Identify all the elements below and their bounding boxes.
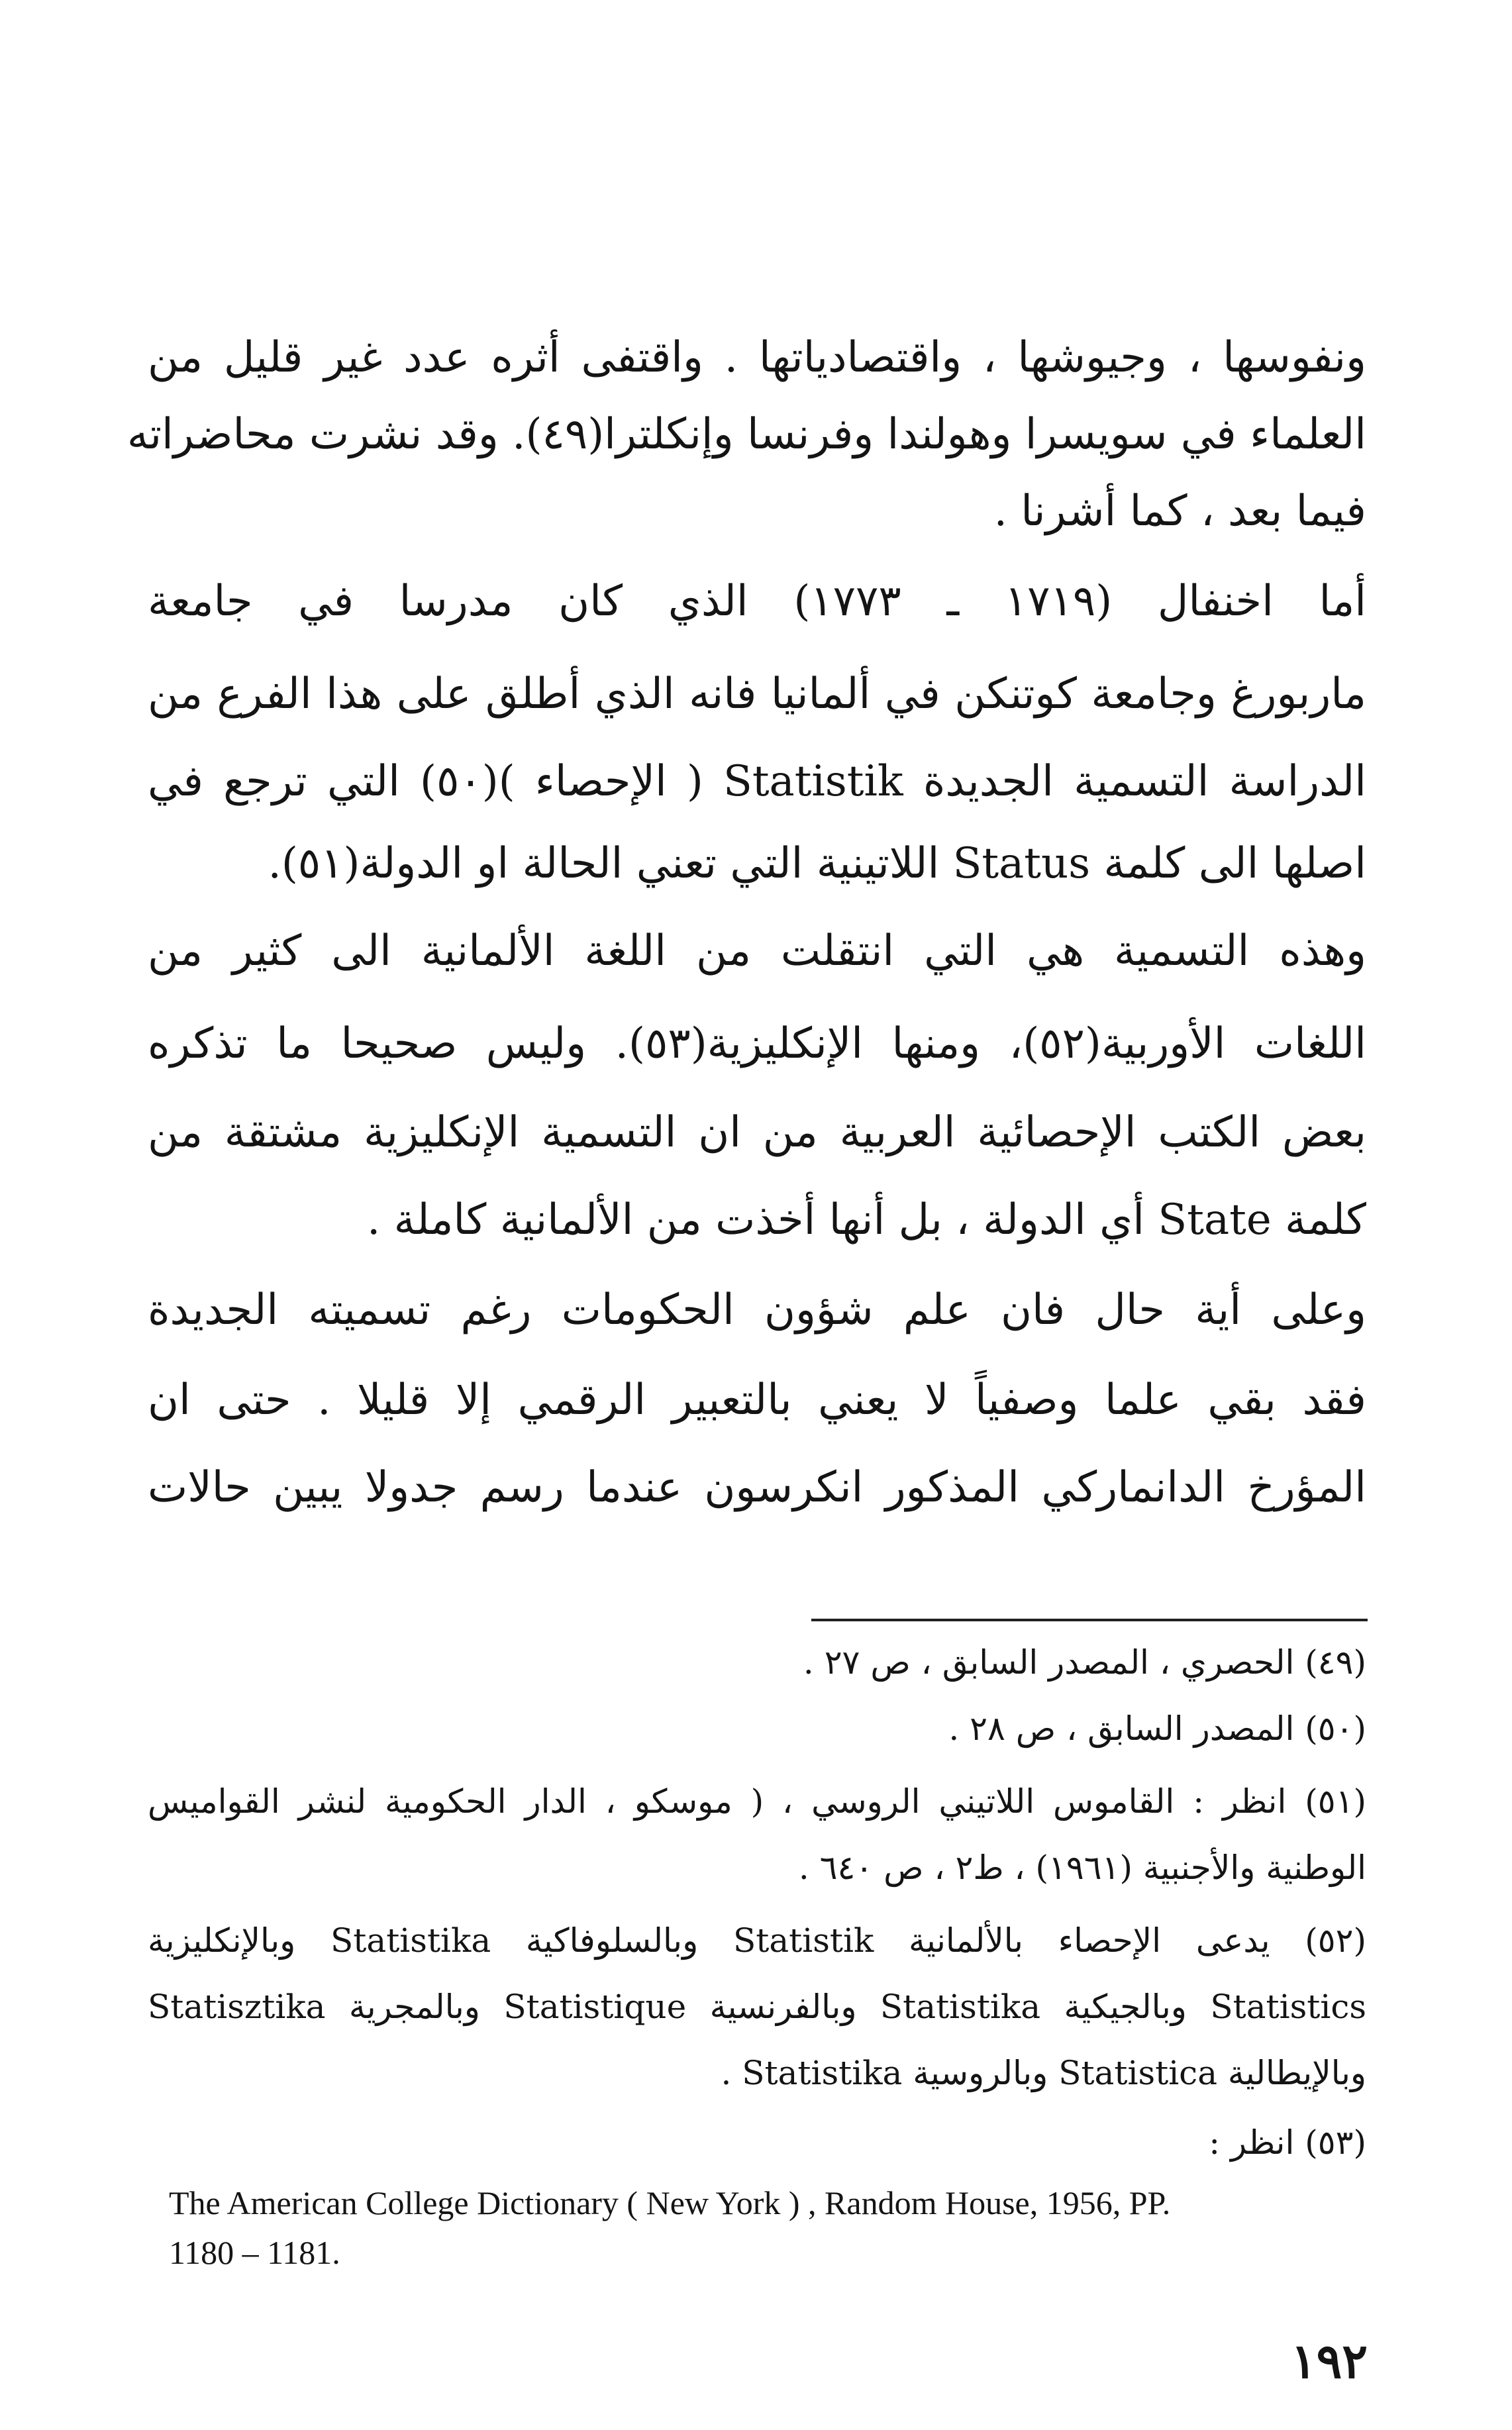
body-line-1: ونفوسها ، وجيوشها ، واقتصادياتها . واقتفى أثره عدد غير قليل من [148, 333, 1366, 382]
footnote-50: (٥٠) المصدر السابق ، ص ٢٨ . [948, 1709, 1366, 1748]
footnote-52-continued: Statistics وبالجيكية Statistika وبالفرنسية Statistique وبالمجرية Statisztika [148, 1988, 1366, 2026]
body-line-4: أما اخنفال (١٧١٩ ـ ١٧٧٣) الذي كان مدرسا في جامعة [148, 577, 1367, 626]
body-line-8: وهذه التسمية هي التي انتقلت من اللغة الألمانية الى كثير من [148, 927, 1367, 976]
footnote-51-continued: الوطنية والأجنبية (١٩٦١) ، ط٢ ، ص ٦٤٠ . [798, 1848, 1366, 1887]
body-line-13: فقد بقي علما وصفياً لا يعني بالتعبير الرقمي إلا قليلا . حتى ان [148, 1376, 1366, 1425]
body-line-2: العلماء في سويسرا وهولندا وفرنسا وإنكلترا(٤٩). وقد نشرت محاضراته [126, 410, 1366, 459]
english-reference-line-1: The American College Dictionary ( New York ) , Random House, 1956, PP. [169, 2184, 1171, 2221]
body-line-14: المؤرخ الدانماركي المذكور انكرسون عندما رسم جدولا يبين حالات [148, 1463, 1366, 1512]
body-line-12: وعلى أية حال فان علم شؤون الحكومات رغم تسميته الجديدة [148, 1286, 1366, 1335]
body-line-6: الدراسة التسمية الجديدة Statistik ( الإحصاء )(٥٠) التي ترجع في [148, 757, 1367, 806]
footnote-53: (٥٣) انظر : [1209, 2123, 1366, 2162]
english-reference-line-2: 1180 – 1181. [169, 2234, 340, 2271]
body-line-10: بعض الكتب الإحصائية العربية من ان التسمية الإنكليزية مشتقة من [148, 1108, 1367, 1157]
page-number: ١٩٢ [1290, 2333, 1368, 2389]
body-line-7: اصلها الى كلمة Status اللاتينية التي تعني الحالة او الدولة(٥١). [268, 839, 1366, 888]
footnote-52-end: وبالإيطالية Statistica وبالروسية Statistika . [721, 2054, 1366, 2092]
footnote-52: (٥٢) يدعى الإحصاء بالألمانية Statistik وبالسلوفاكية Statistika وبالإنكليزية [148, 1921, 1367, 1960]
body-line-9: اللغات الأوربية(٥٢)، ومنها الإنكليزية(٥٣). وليس صحيحا ما تذكره [148, 1019, 1367, 1068]
footnote-51: (٥١) انظر : القاموس اللاتيني الروسي ، ( موسكو ، الدار الحكومية لنشر القواميس [148, 1782, 1366, 1821]
body-line-5: ماربورغ وجامعة كوتنكن في ألمانيا فانه الذي أطلق على هذا الفرع من [148, 670, 1366, 719]
body-line-11: كلمة State أي الدولة ، بل أنها أخذت من الألمانية كاملة . [366, 1195, 1366, 1244]
footnote-49: (٤٩) الحصري ، المصدر السابق ، ص ٢٧ . [803, 1643, 1366, 1682]
footnote-separator [811, 1619, 1368, 1621]
body-line-3: فيما بعد ، كما أشرنا . [993, 487, 1366, 536]
